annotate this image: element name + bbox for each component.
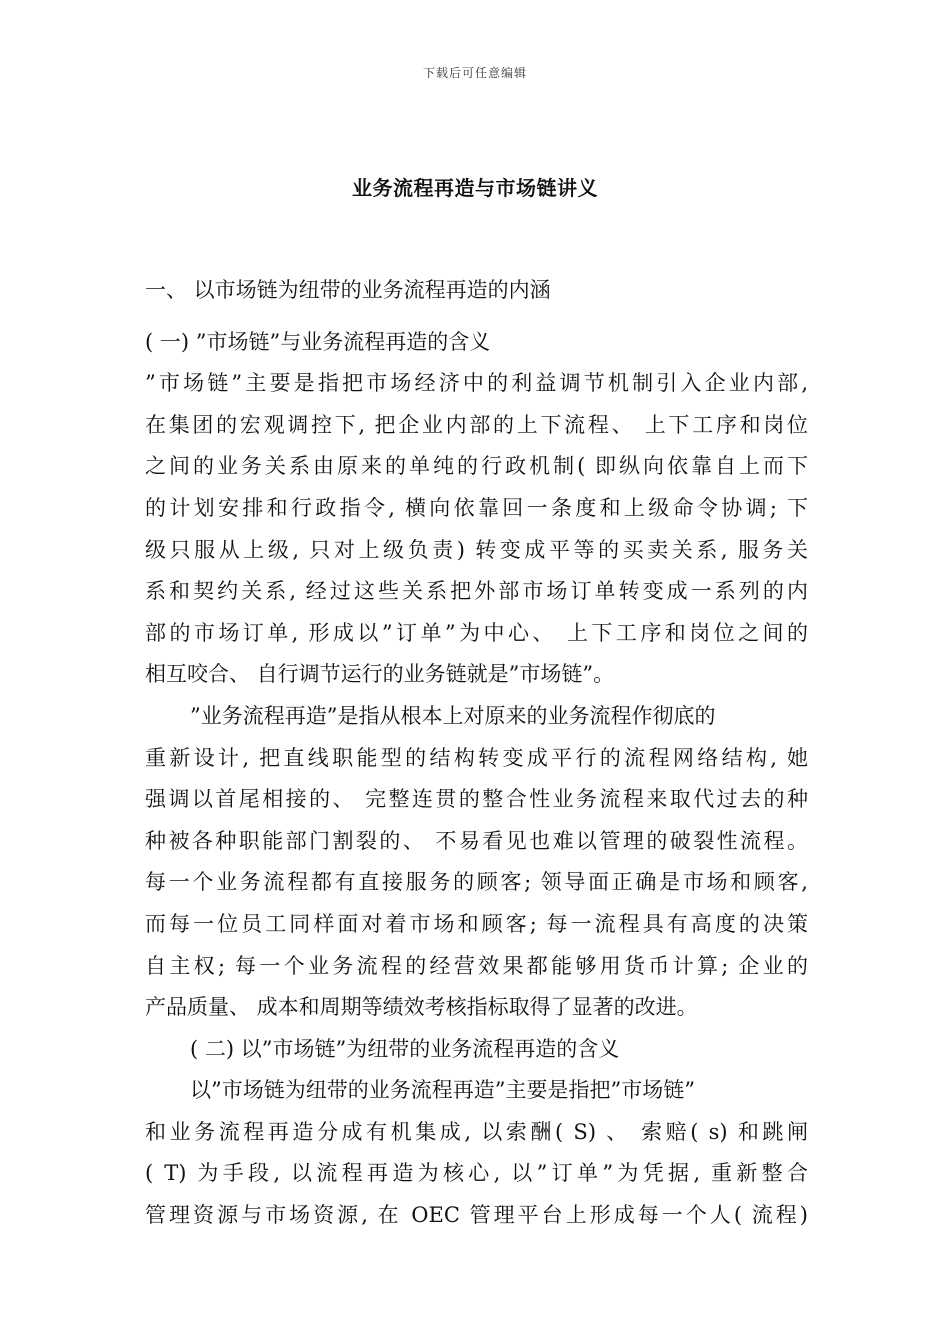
paragraph-line: 的计划安排和行政指令, 横向依靠回一条度和上级命令协调; 下: [145, 495, 808, 520]
page-header: 下载后可任意编辑: [422, 66, 527, 80]
paragraph-line: ”市场链”主要是指把市场经济中的利益调节机制引入企业内部,: [145, 371, 808, 396]
paragraph-combined-meaning: [145, 1070, 808, 1236]
paragraph-line: 系和契约关系, 经过这些关系把外部市场订单转变成一系列的内: [145, 579, 808, 604]
paragraph-line: 每一个业务流程都有直接服务的顾客; 领导面正确是市场和顾客,: [145, 870, 808, 895]
paragraph-line: 和业务流程再造分成有机集成, 以索酬( S) 、 索赔( s) 和跳闸: [145, 1119, 808, 1144]
paragraph-line: 种被各种职能部门割裂的、 不易看见也难以管理的破裂性流程。: [145, 828, 808, 853]
paragraph-line: 自主权; 每一个业务流程的经营效果都能够用货币计算; 企业的: [145, 953, 808, 978]
paragraph-line: 在集团的宏观调控下, 把企业内部的上下流程、 上下工序和岗位: [145, 412, 808, 437]
document-body: [145, 270, 808, 1237]
paragraph-line: 之间的业务关系由原来的单纯的行政机制( 即纵向依靠自上而下: [145, 454, 808, 479]
document-title: 业务流程再造与市场链讲义: [352, 176, 598, 200]
paragraph-process-reengineering: [145, 696, 808, 1029]
paragraph-line: ”业务流程再造”是指从根本上对原来的业务流程作彻底的: [190, 703, 716, 728]
paragraph-line: 管理资源与市场资源, 在 OEC 管理平台上形成每一个人( 流程): [145, 1203, 808, 1228]
paragraph-line: 产品质量、 成本和周期等绩效考核指标取得了显著的改进。: [145, 995, 698, 1020]
paragraph-line: 重新设计, 把直线职能型的结构转变成平行的流程网络结构, 她: [145, 745, 808, 770]
subsection-heading: ( 一) ”市场链”与业务流程再造的含义: [145, 329, 491, 354]
paragraph-line: 级只服从上级, 只对上级负责) 转变成平等的买卖关系, 服务关: [145, 537, 808, 562]
paragraph-line: 而每一位员工同样面对着市场和顾客; 每一流程具有高度的决策: [145, 911, 808, 936]
subsection-heading: ( 二) 以”市场链”为纽带的业务流程再造的含义: [190, 1036, 620, 1061]
paragraph-line: 以”市场链为纽带的业务流程再造”主要是指把”市场链”: [190, 1078, 695, 1103]
section-heading: 一、 以市场链为纽带的业务流程再造的内涵: [145, 278, 551, 302]
paragraph-line: 部的市场订单, 形成以”订单”为中心、 上下工序和岗位之间的: [145, 620, 808, 645]
paragraph-market-chain: [145, 363, 808, 696]
paragraph-line: ( T) 为手段, 以流程再造为核心, 以”订单”为凭据, 重新整合: [145, 1161, 808, 1186]
paragraph-line: 相互咬合、 自行调节运行的业务链就是”市场链”。: [145, 662, 615, 687]
paragraph-line: 强调以首尾相接的、 完整连贯的整合性业务流程来取代过去的种: [145, 787, 808, 812]
